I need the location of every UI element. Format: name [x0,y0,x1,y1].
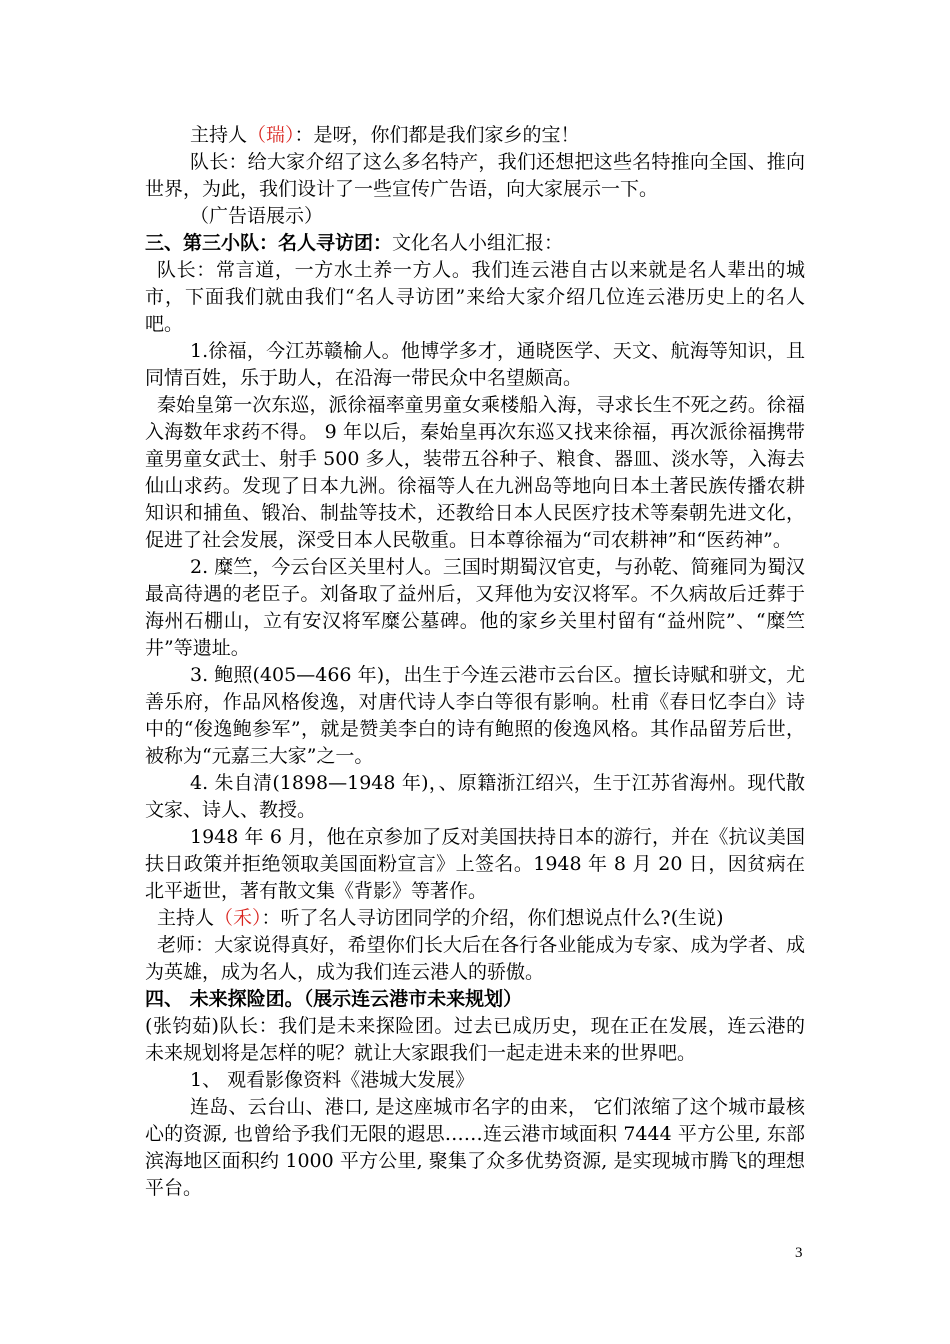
speaker-name: （瑞） [247,124,295,146]
paragraph: 2. 糜竺，今云台区关里村人。三国时期蜀汉官吏，与孙乾、简雍同为蜀汉最高待遇的老臣子。刘备取了益州后，又拜他为安汉将军。不久病故后迁葬于海州石棚山，立有安汉将军糜公墓碑。他的家乡关里村留有“益州院”、“糜竺井”等遗址。 [145,556,805,659]
paragraph: 1948 年 6 月，他在京参加了反对美国扶持日本的游行，并在《抗议美国扶日政策并拒绝领取美国面粉宣言》上签名。1948 年 8 月 20 日，因贫病在北平逝世，著有散文集《背影》等著作。 [145,826,805,902]
speaker-label: 主持人 [190,124,248,146]
section-heading-bold: 三、第三小队：名人寻访团： [145,232,393,254]
paragraph: 3. 鲍照(405—466 年)，出生于今连云港市云台区。擅长诗赋和骈文，尤善乐府，作品风格俊逸，对唐代诗人李白等很有影响。杜甫《春日忆李白》诗中的“俊逸鲍参军”，就是赞美李白的诗有鲍照的俊逸风格。其作品留芳后世，被称为“元嘉三大家”之一。 [145,664,805,767]
document-body [145,122,805,1202]
paragraph: (张钧茹)队长：我们是未来探险团。过去已成历史，现在正在发展，连云港的未来规划将是怎样的呢？就让大家跟我们一起走进未来的世界吧。 [145,1015,805,1064]
speaker-name: （禾） [214,907,262,929]
list-item: 1、 观看影像资料《港城大发展》 [190,1069,475,1091]
paragraph: 1.徐福，今江苏赣榆人。他博学多才，通晓医学、天文、航海等知识，且同情百姓，乐于助人，在沿海一带民众中名望颇高。 [145,340,805,389]
section-heading-3 [145,230,805,257]
paragraph: 队长：常言道，一方水土养一方人。我们连云港自古以来就是名人辈出的城市，下面我们就由我们“名人寻访团”来给大家介绍几位连云港历史上的名人吧。 [145,259,805,335]
paragraph: 老师：大家说得真好，希望你们长大后在各行各业能成为专家、成为学者、成为英雄，成为名人，成为我们连云港人的骄傲。 [145,934,805,983]
speaker-label: 主持人 [157,907,215,929]
page-number: 3 [795,1245,803,1261]
section-heading-normal: 文化名人小组汇报： [392,232,564,254]
host-line-2 [145,905,805,932]
paragraph: （广告语展示） [190,205,324,227]
host-line-1 [145,122,805,149]
paragraph: 4. 朱自清(1898—1948 年)，、原籍浙江绍兴，生于江苏省海州。现代散文家、诗人、教授。 [145,772,805,821]
section-heading-4: 四、 未来探险团。（展示连云港市未来规划） [145,988,523,1010]
speech-text: ：听了名人寻访团同学的介绍，你们想说点什么?(生说) [261,907,724,929]
paragraph: 连岛、云台山、港口, 是这座城市名字的由来， 它们浓缩了这个城市最核心的资源, 也曾给予我们无限的遐思……连云港市域面积 7444 平方公里, 东部滨海地区面积约 1000 平方公里, 聚集了众多优势资源, 是实现城市腾飞的理想平台。 [145,1096,805,1199]
paragraph: 队长：给大家介绍了这么多名特产，我们还想把这些名特推向全国、推向世界，为此，我们设计了一些宣传广告语，向大家展示一下。 [145,151,805,200]
paragraph: 秦始皇第一次东巡，派徐福率童男童女乘楼船入海，寻求长生不死之药。徐福入海数年求药不得。 9 年以后，秦始皇再次东巡又找来徐福，再次派徐福携带童男童女武士、射手 500 多人，装带五谷种子、粮食、器皿、淡水等，入海去仙山求药。发现了日本九洲。徐福等人在九洲岛等地向日本土著民族传播农耕知识和捕鱼、锻冶、制盐等技术，还教给日本人民医疗技术等秦朝先进文化，促进了社会发展，深受日本人民敬重。日本尊徐福为“司农耕神”和“医药神”。 [145,394,805,551]
speech-text: ：是呀，你们都是我们家乡的宝！ [294,124,580,146]
